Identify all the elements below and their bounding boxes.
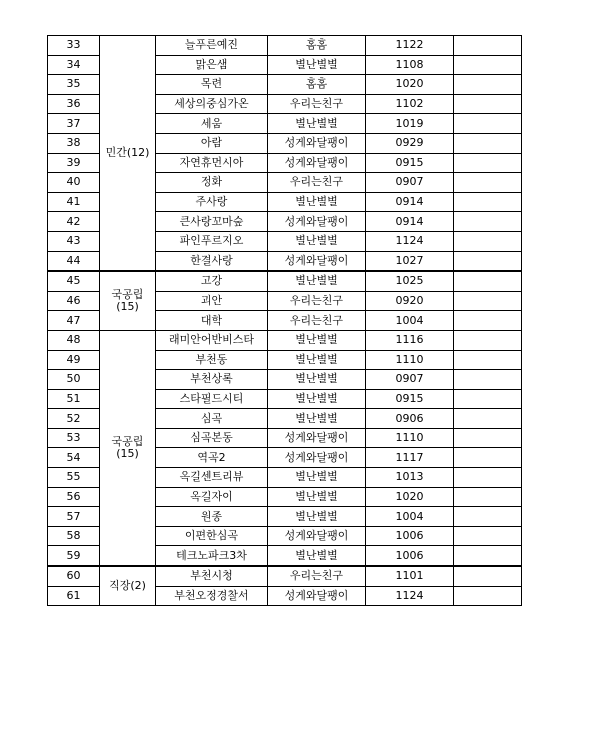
program-cell: 홈홈 xyxy=(268,36,366,56)
note-cell xyxy=(454,409,522,429)
date-code-cell: 1110 xyxy=(366,428,454,448)
row-number-cell: 56 xyxy=(48,487,100,507)
row-number-cell: 55 xyxy=(48,468,100,488)
note-cell xyxy=(454,94,522,114)
program-cell: 별난별별 xyxy=(268,546,366,566)
program-cell: 별난별별 xyxy=(268,330,366,350)
note-cell xyxy=(454,231,522,251)
row-number-cell: 36 xyxy=(48,94,100,114)
date-code-cell: 1006 xyxy=(366,526,454,546)
facility-name-cell: 자연휴먼시아 xyxy=(156,153,268,173)
facility-name-cell: 아람 xyxy=(156,133,268,153)
facility-name-cell: 이편한심곡 xyxy=(156,526,268,546)
date-code-cell: 0907 xyxy=(366,173,454,193)
facility-name-cell: 래미안어반비스타 xyxy=(156,330,268,350)
program-cell: 우리는친구 xyxy=(268,291,366,311)
program-cell: 별난별별 xyxy=(268,114,366,134)
note-cell xyxy=(454,526,522,546)
date-code-cell: 1124 xyxy=(366,231,454,251)
facility-name-cell: 스타필드시티 xyxy=(156,389,268,409)
date-code-cell: 1122 xyxy=(366,36,454,56)
program-cell: 성게와달팽이 xyxy=(268,526,366,546)
date-code-cell: 1027 xyxy=(366,251,454,271)
date-code-cell: 1004 xyxy=(366,507,454,527)
row-number-cell: 34 xyxy=(48,55,100,75)
date-code-cell: 1110 xyxy=(366,350,454,370)
facility-name-cell: 부천상록 xyxy=(156,370,268,390)
program-cell: 성게와달팽이 xyxy=(268,428,366,448)
program-cell: 성게와달팽이 xyxy=(268,133,366,153)
row-number-cell: 52 xyxy=(48,409,100,429)
note-cell xyxy=(454,507,522,527)
note-cell xyxy=(454,330,522,350)
note-cell xyxy=(454,212,522,232)
row-number-cell: 51 xyxy=(48,389,100,409)
date-code-cell: 1101 xyxy=(366,566,454,586)
row-number-cell: 59 xyxy=(48,546,100,566)
facility-name-cell: 부천오정경찰서 xyxy=(156,586,268,606)
note-cell xyxy=(454,586,522,606)
row-number-cell: 50 xyxy=(48,370,100,390)
program-cell: 별난별별 xyxy=(268,192,366,212)
table-row xyxy=(48,271,522,291)
table-row xyxy=(48,36,522,56)
note-cell xyxy=(454,192,522,212)
facility-name-cell: 심곡본동 xyxy=(156,428,268,448)
program-cell: 성게와달팽이 xyxy=(268,586,366,606)
table-row xyxy=(48,566,522,586)
date-code-cell: 1102 xyxy=(366,94,454,114)
facility-name-cell: 파인푸르지오 xyxy=(156,231,268,251)
date-code-cell: 1025 xyxy=(366,271,454,291)
date-code-cell: 0906 xyxy=(366,409,454,429)
program-cell: 별난별별 xyxy=(268,487,366,507)
note-cell xyxy=(454,173,522,193)
facility-name-cell: 원종 xyxy=(156,507,268,527)
note-cell xyxy=(454,546,522,566)
note-cell xyxy=(454,75,522,95)
program-cell: 별난별별 xyxy=(268,231,366,251)
row-number-cell: 54 xyxy=(48,448,100,468)
row-number-cell: 43 xyxy=(48,231,100,251)
program-cell: 별난별별 xyxy=(268,350,366,370)
program-cell: 별난별별 xyxy=(268,370,366,390)
row-number-cell: 46 xyxy=(48,291,100,311)
date-code-cell: 0929 xyxy=(366,133,454,153)
row-number-cell: 48 xyxy=(48,330,100,350)
note-cell xyxy=(454,251,522,271)
program-cell: 홈홈 xyxy=(268,75,366,95)
date-code-cell: 1108 xyxy=(366,55,454,75)
row-number-cell: 44 xyxy=(48,251,100,271)
row-number-cell: 58 xyxy=(48,526,100,546)
facility-name-cell: 늘푸른예진 xyxy=(156,36,268,56)
note-cell xyxy=(454,448,522,468)
category-group-cell: 직장(2) xyxy=(100,566,156,606)
program-cell: 우리는친구 xyxy=(268,94,366,114)
date-code-cell: 1020 xyxy=(366,487,454,507)
note-cell xyxy=(454,487,522,507)
date-code-cell: 1124 xyxy=(366,586,454,606)
facility-name-cell: 부천시청 xyxy=(156,566,268,586)
facility-name-cell: 맑은샘 xyxy=(156,55,268,75)
category-group-cell: 국공립 (15) xyxy=(100,271,156,330)
row-number-cell: 60 xyxy=(48,566,100,586)
program-cell: 별난별별 xyxy=(268,468,366,488)
date-code-cell: 0914 xyxy=(366,212,454,232)
date-code-cell: 0914 xyxy=(366,192,454,212)
row-number-cell: 35 xyxy=(48,75,100,95)
row-number-cell: 45 xyxy=(48,271,100,291)
program-cell: 별난별별 xyxy=(268,271,366,291)
facility-name-cell: 세상의중심가온 xyxy=(156,94,268,114)
note-cell xyxy=(454,350,522,370)
program-cell: 성게와달팽이 xyxy=(268,448,366,468)
row-number-cell: 61 xyxy=(48,586,100,606)
note-cell xyxy=(454,370,522,390)
date-code-cell: 1004 xyxy=(366,311,454,331)
facility-name-cell: 정화 xyxy=(156,173,268,193)
note-cell xyxy=(454,389,522,409)
date-code-cell: 0915 xyxy=(366,153,454,173)
date-code-cell: 1020 xyxy=(366,75,454,95)
row-number-cell: 57 xyxy=(48,507,100,527)
facility-name-cell: 큰사랑꼬마숲 xyxy=(156,212,268,232)
note-cell xyxy=(454,428,522,448)
program-cell: 우리는친구 xyxy=(268,566,366,586)
table-row xyxy=(48,330,522,350)
row-number-cell: 47 xyxy=(48,311,100,331)
facility-name-cell: 고강 xyxy=(156,271,268,291)
program-cell: 별난별별 xyxy=(268,409,366,429)
facility-name-cell: 옥길센트리뷰 xyxy=(156,468,268,488)
row-number-cell: 49 xyxy=(48,350,100,370)
row-number-cell: 37 xyxy=(48,114,100,134)
facility-name-cell: 테크노파크3차 xyxy=(156,546,268,566)
row-number-cell: 41 xyxy=(48,192,100,212)
note-cell xyxy=(454,271,522,291)
program-cell: 성게와달팽이 xyxy=(268,212,366,232)
program-cell: 성게와달팽이 xyxy=(268,251,366,271)
row-number-cell: 42 xyxy=(48,212,100,232)
row-number-cell: 33 xyxy=(48,36,100,56)
facility-name-cell: 심곡 xyxy=(156,409,268,429)
facility-name-cell: 부천동 xyxy=(156,350,268,370)
note-cell xyxy=(454,291,522,311)
note-cell xyxy=(454,133,522,153)
date-code-cell: 1006 xyxy=(366,546,454,566)
date-code-cell: 0907 xyxy=(366,370,454,390)
program-cell: 우리는친구 xyxy=(268,173,366,193)
program-cell: 우리는친구 xyxy=(268,311,366,331)
program-cell: 별난별별 xyxy=(268,389,366,409)
category-group-cell: 민간(12) xyxy=(100,36,156,272)
facility-name-cell: 역곡2 xyxy=(156,448,268,468)
date-code-cell: 1019 xyxy=(366,114,454,134)
facility-name-cell: 괴안 xyxy=(156,291,268,311)
date-code-cell: 1117 xyxy=(366,448,454,468)
row-number-cell: 38 xyxy=(48,133,100,153)
facility-name-cell: 주사랑 xyxy=(156,192,268,212)
note-cell xyxy=(454,153,522,173)
table-body xyxy=(48,36,522,606)
note-cell xyxy=(454,36,522,56)
facility-name-cell: 대학 xyxy=(156,311,268,331)
date-code-cell: 0920 xyxy=(366,291,454,311)
note-cell xyxy=(454,114,522,134)
row-number-cell: 40 xyxy=(48,173,100,193)
date-code-cell: 1116 xyxy=(366,330,454,350)
program-cell: 별난별별 xyxy=(268,55,366,75)
note-cell xyxy=(454,566,522,586)
facility-name-cell: 목련 xyxy=(156,75,268,95)
note-cell xyxy=(454,311,522,331)
facility-schedule-table xyxy=(47,35,522,606)
program-cell: 성게와달팽이 xyxy=(268,153,366,173)
program-cell: 별난별별 xyxy=(268,507,366,527)
date-code-cell: 0915 xyxy=(366,389,454,409)
row-number-cell: 39 xyxy=(48,153,100,173)
facility-name-cell: 옥길자이 xyxy=(156,487,268,507)
row-number-cell: 53 xyxy=(48,428,100,448)
category-group-cell: 국공립 (15) xyxy=(100,330,156,566)
note-cell xyxy=(454,468,522,488)
facility-name-cell: 세움 xyxy=(156,114,268,134)
date-code-cell: 1013 xyxy=(366,468,454,488)
facility-name-cell: 한결사랑 xyxy=(156,251,268,271)
note-cell xyxy=(454,55,522,75)
